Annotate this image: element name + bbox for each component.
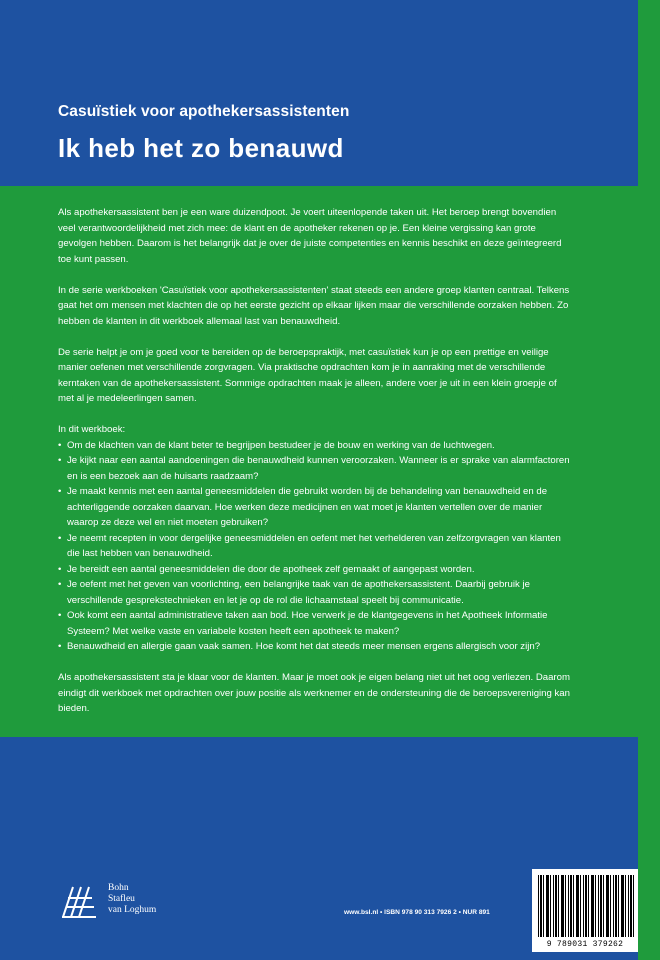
publisher-line: van Loghum	[108, 905, 157, 915]
book-title: Ik heb het zo benauwd	[58, 133, 344, 163]
bsl-logo-icon	[60, 884, 98, 920]
series-title: Casuïstiek voor apothekersassistenten	[58, 103, 350, 120]
bullet-item: • Benauwdheid en allergie gaan vaak samen. Hoe komt het dat steeds meer mensen ergens allergisch voor zijn?	[58, 639, 574, 655]
bullet-item: • Om de klachten van de klant beter te begrijpen bestudeer je de bouw en werking van de luchtwegen.	[58, 438, 574, 454]
bullet-item: • Je kijkt naar een aantal aandoeningen die benauwdheid kunnen veroorzaken. Wanneer is er sprake van alarmfactoren en is een bezoek aan de huisarts raadzaam?	[58, 453, 574, 484]
publisher-line: Bohn	[108, 883, 129, 893]
back-cover-blurb	[58, 205, 574, 732]
list-intro: In dit werkboek:	[58, 424, 126, 435]
barcode-bars	[538, 875, 634, 937]
bullet-list	[58, 438, 574, 655]
bullet-item: • Je oefent met het geven van voorlichting, een belangrijke taak van de apothekersassistent. Daarbij gebruik je verschillende gesprekstechnieken en let je op de rol die lichaamstaal speelt bij communicatie.	[58, 577, 574, 608]
barcode	[532, 869, 638, 952]
publication-info: www.bsl.nl • ISBN 978 90 313 7926 2 • NUR 891	[344, 909, 490, 916]
bullet-item: • Ook komt een aantal administratieve taken aan bod. Hoe verwerk je de klantgegevens in het Apotheek Informatie Systeem? Met welke vaste en variabele kosten heeft een apotheek te maken?	[58, 608, 574, 639]
blurb-paragraph: Als apothekersassistent ben je een ware duizendpoot. Je voert uiteenlopende taken uit. Het beroep brengt bovendien veel verantwoordelijkheid met zich mee: de klant en de apotheker rekenen op je. Een kleine vergissing kan grote gevolgen hebben. Daarom is het belangrijk dat je over de juiste competenties en kennis beschikt en deze geïntegreerd toe kunt passen.	[58, 207, 562, 265]
bullet-item: • Je bereidt een aantal geneesmiddelen die door de apotheek zelf gemaakt of aangepast worden.	[58, 562, 574, 578]
bullet-item: • Je neemt recepten in voor dergelijke geneesmiddelen en oefent met het verhelderen van zelfzorgvragen van klanten die last hebben van benauwdheid.	[58, 531, 574, 562]
blurb-paragraph: De serie helpt je om je goed voor te bereiden op de beroepspraktijk, met casuïstiek kun je op een prettige en veilige manier oefenen met verschillende zorgvragen. Via praktische opdrachten kom je in aanraking met de verschillende kerntaken van de apothekersassistent. Sommige opdrachten maak je alleen, andere voer je uit in een klein groepje of met al je medeleerlingen samen.	[58, 346, 557, 404]
blurb-paragraph: In de serie werkboeken 'Casuïstiek voor apothekersassistenten' staat steeds een andere groep klanten centraal. Telkens gaat het om mensen met klachten die op het eerste gezicht op elkaar lijken maar die verschillende oorzaken hebben. Zo hebben de klanten in dit werkboek allemaal last van benauwdheid.	[58, 284, 570, 327]
header-band	[0, 0, 638, 186]
barcode-number: 9 789031 379262	[546, 940, 624, 949]
publisher-line: Stafleu	[108, 894, 135, 904]
spine-strip	[638, 0, 660, 960]
blurb-closing: Als apothekersassistent sta je klaar voor de klanten. Maar je moet ook je eigen belang niet uit het oog verliezen. Daarom eindigt dit werkboek met opdrachten over jouw positie als werknemer en de ondersteuning die de beroepsvereniging kan bieden.	[58, 672, 570, 714]
bullet-item: • Je maakt kennis met een aantal geneesmiddelen die gebruikt worden bij de behandeling van benauwdheid en de achterliggende oorzaken daarvan. Hoe werken deze medicijnen en wat moet je klanten vertellen over de manier waarop ze deze wel en niet moeten gebruiken?	[58, 484, 574, 531]
publisher-name	[108, 883, 156, 916]
